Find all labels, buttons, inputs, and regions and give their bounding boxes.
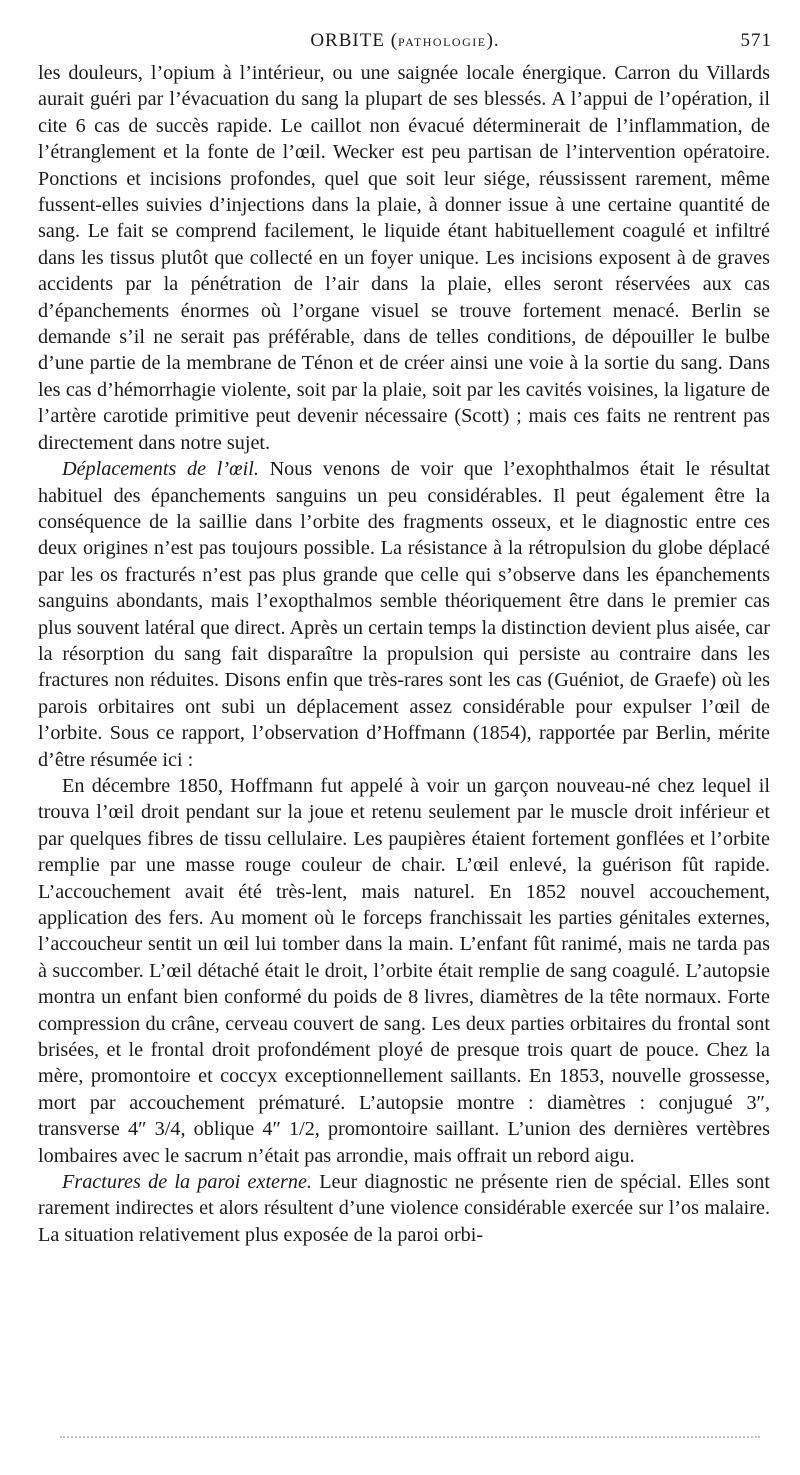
running-title-sub: pathologie [398,31,487,50]
running-title-paren-open: ( [384,30,399,51]
page-body [38,60,770,1248]
paragraph-3 [38,773,770,1169]
paragraph-4 [38,1169,770,1248]
running-title-paren-close: ). [486,30,500,51]
bottom-bleed-through [60,1436,760,1438]
paragraph-1 [38,60,770,456]
paragraph-1-text: les douleurs, l’opium à l’intérieur, ou une saignée locale énergique. Carron du Villards aurait guéri par l’évacuation du sang la plupart de ses blessés. A l’appui de l’opération, il cite 6 cas de succès rapide. Le caillot non évacué déterminerait de l’inflammation, de l’étranglement et la fonte de l’œil. Wecker est peu partisan de l’intervention opératoire. Ponctions et incisions profondes, quel que soit leur siége, réussissent rarement, même fussent-elles suivies d’injections dans la plaie, à donner issue à une certaine quantité de sang. Le fait se comprend facilement, le liquide étant habituellement coagulé et infiltré dans les tissus plutôt que collecté en un foyer unique. Les incisions exposent à de graves accidents par la pénétration de l’air dans la plaie, elles seront réservées aux cas d’épanchements énormes où l’organe visuel se trouve fortement menacé. Berlin se demande s’il ne serait pas préférable, dans de telles conditions, de dépouiller le bulbe d’une partie de la membrane de Ténon et de créer ainsi une voie à la sortie du sang. Dans les cas d’hémorrhagie violente, soit par la plaie, soit par les cavités voisines, la ligature de l’artère carotide primitive peut devenir nécessaire (Scott) ; mais ces faits ne rentrent pas directement dans notre sujet. [38,62,770,454]
running-title [38,30,772,52]
running-header [38,30,772,58]
paragraph-2-text: Nous venons de voir que l’exophthalmos était le résultat habituel des épanchements sanguins un peu considérables. Il peut également être la conséquence de la saillie dans l’orbite des fragments osseux, et le diagnostic entre ces deux origines n’est pas toujours possible. La résistance à la rétropulsion du globe déplacé par les os fracturés n’est pas plus grande que celle qui s’observe dans les épanchements sanguins abondants, mais l’exopthalmos semble théoriquement être dans le premier cas plus souvent latéral que direct. Après un certain temps la distinction devient plus aisée, car la résorption du sang fait disparaître la propulsion qui persiste au contraire dans les fractures non réduites. Disons enfin que très-rares sont les cas (Guéniot, de Graefe) où les parois orbitaires ont subi un déplacement assez considérable pour expulser l’œil de l’orbite. Sous ce rapport, l’observation d’Hoffmann (1854), rapportée par Berlin, mérite d’être résumée ici : [38,458,771,771]
paragraph-4-text: Leur diagnostic ne présente rien de spécial. Elles sont rarement indirectes et alors résultent d’une violence considérable exercée sur l’os malaire. La situation relativement plus exposée de la paroi orbi- [38,1171,770,1246]
section-heading-fractures: Fractures de la paroi externe. [62,1171,312,1194]
paragraph-2 [38,456,770,773]
page-number: 571 [740,30,772,51]
paragraph-3-text: En décembre 1850, Hoffmann fut appelé à voir un garçon nouveau-né chez lequel il trouva l’œil droit pendant sur la joue et retenu seulement par le muscle droit inférieur et par quelques fibres de tissu cellulaire. Les paupières étaient fortement gonflées et l’orbite remplie par une masse rouge couleur de chair. L’œil enlevé, la guérison fût rapide. L’accouchement avait été très-lent, mais naturel. En 1852 nouvel accouchement, application des fers. Au moment où le forceps franchissait les parties génitales externes, l’accoucheur sentit un œil lui tomber dans la main. L’enfant fût ranimé, mais ne tarda pas à succomber. L’œil détaché était le droit, l’orbite était remplie de sang coagulé. L’autopsie montra un enfant bien conformé du poids de 8 livres, diamètres de la tête normaux. Forte compression du crâne, cerveau couvert de sang. Les deux parties orbitaires du frontal sont brisées, et le frontal droit profondément ployé de presque trois quart de pouce. Chez la mère, promontoire et coccyx exceptionnellement saillants. En 1853, nouvelle grossesse, mort par accouchement prématuré. L’autopsie montre : diamètres : conjugué 3″, transverse 4″ 3/4, oblique 4″ 1/2, promontoire saillant. L’union des dernières vertèbres lombaires avec le sacrum n’était pas arrondie, mais offrait un rebord aigu. [38,774,770,1167]
running-title-main: ORBITE [310,30,385,51]
section-heading-deplacements: Déplacements de l’œil. [62,458,259,481]
